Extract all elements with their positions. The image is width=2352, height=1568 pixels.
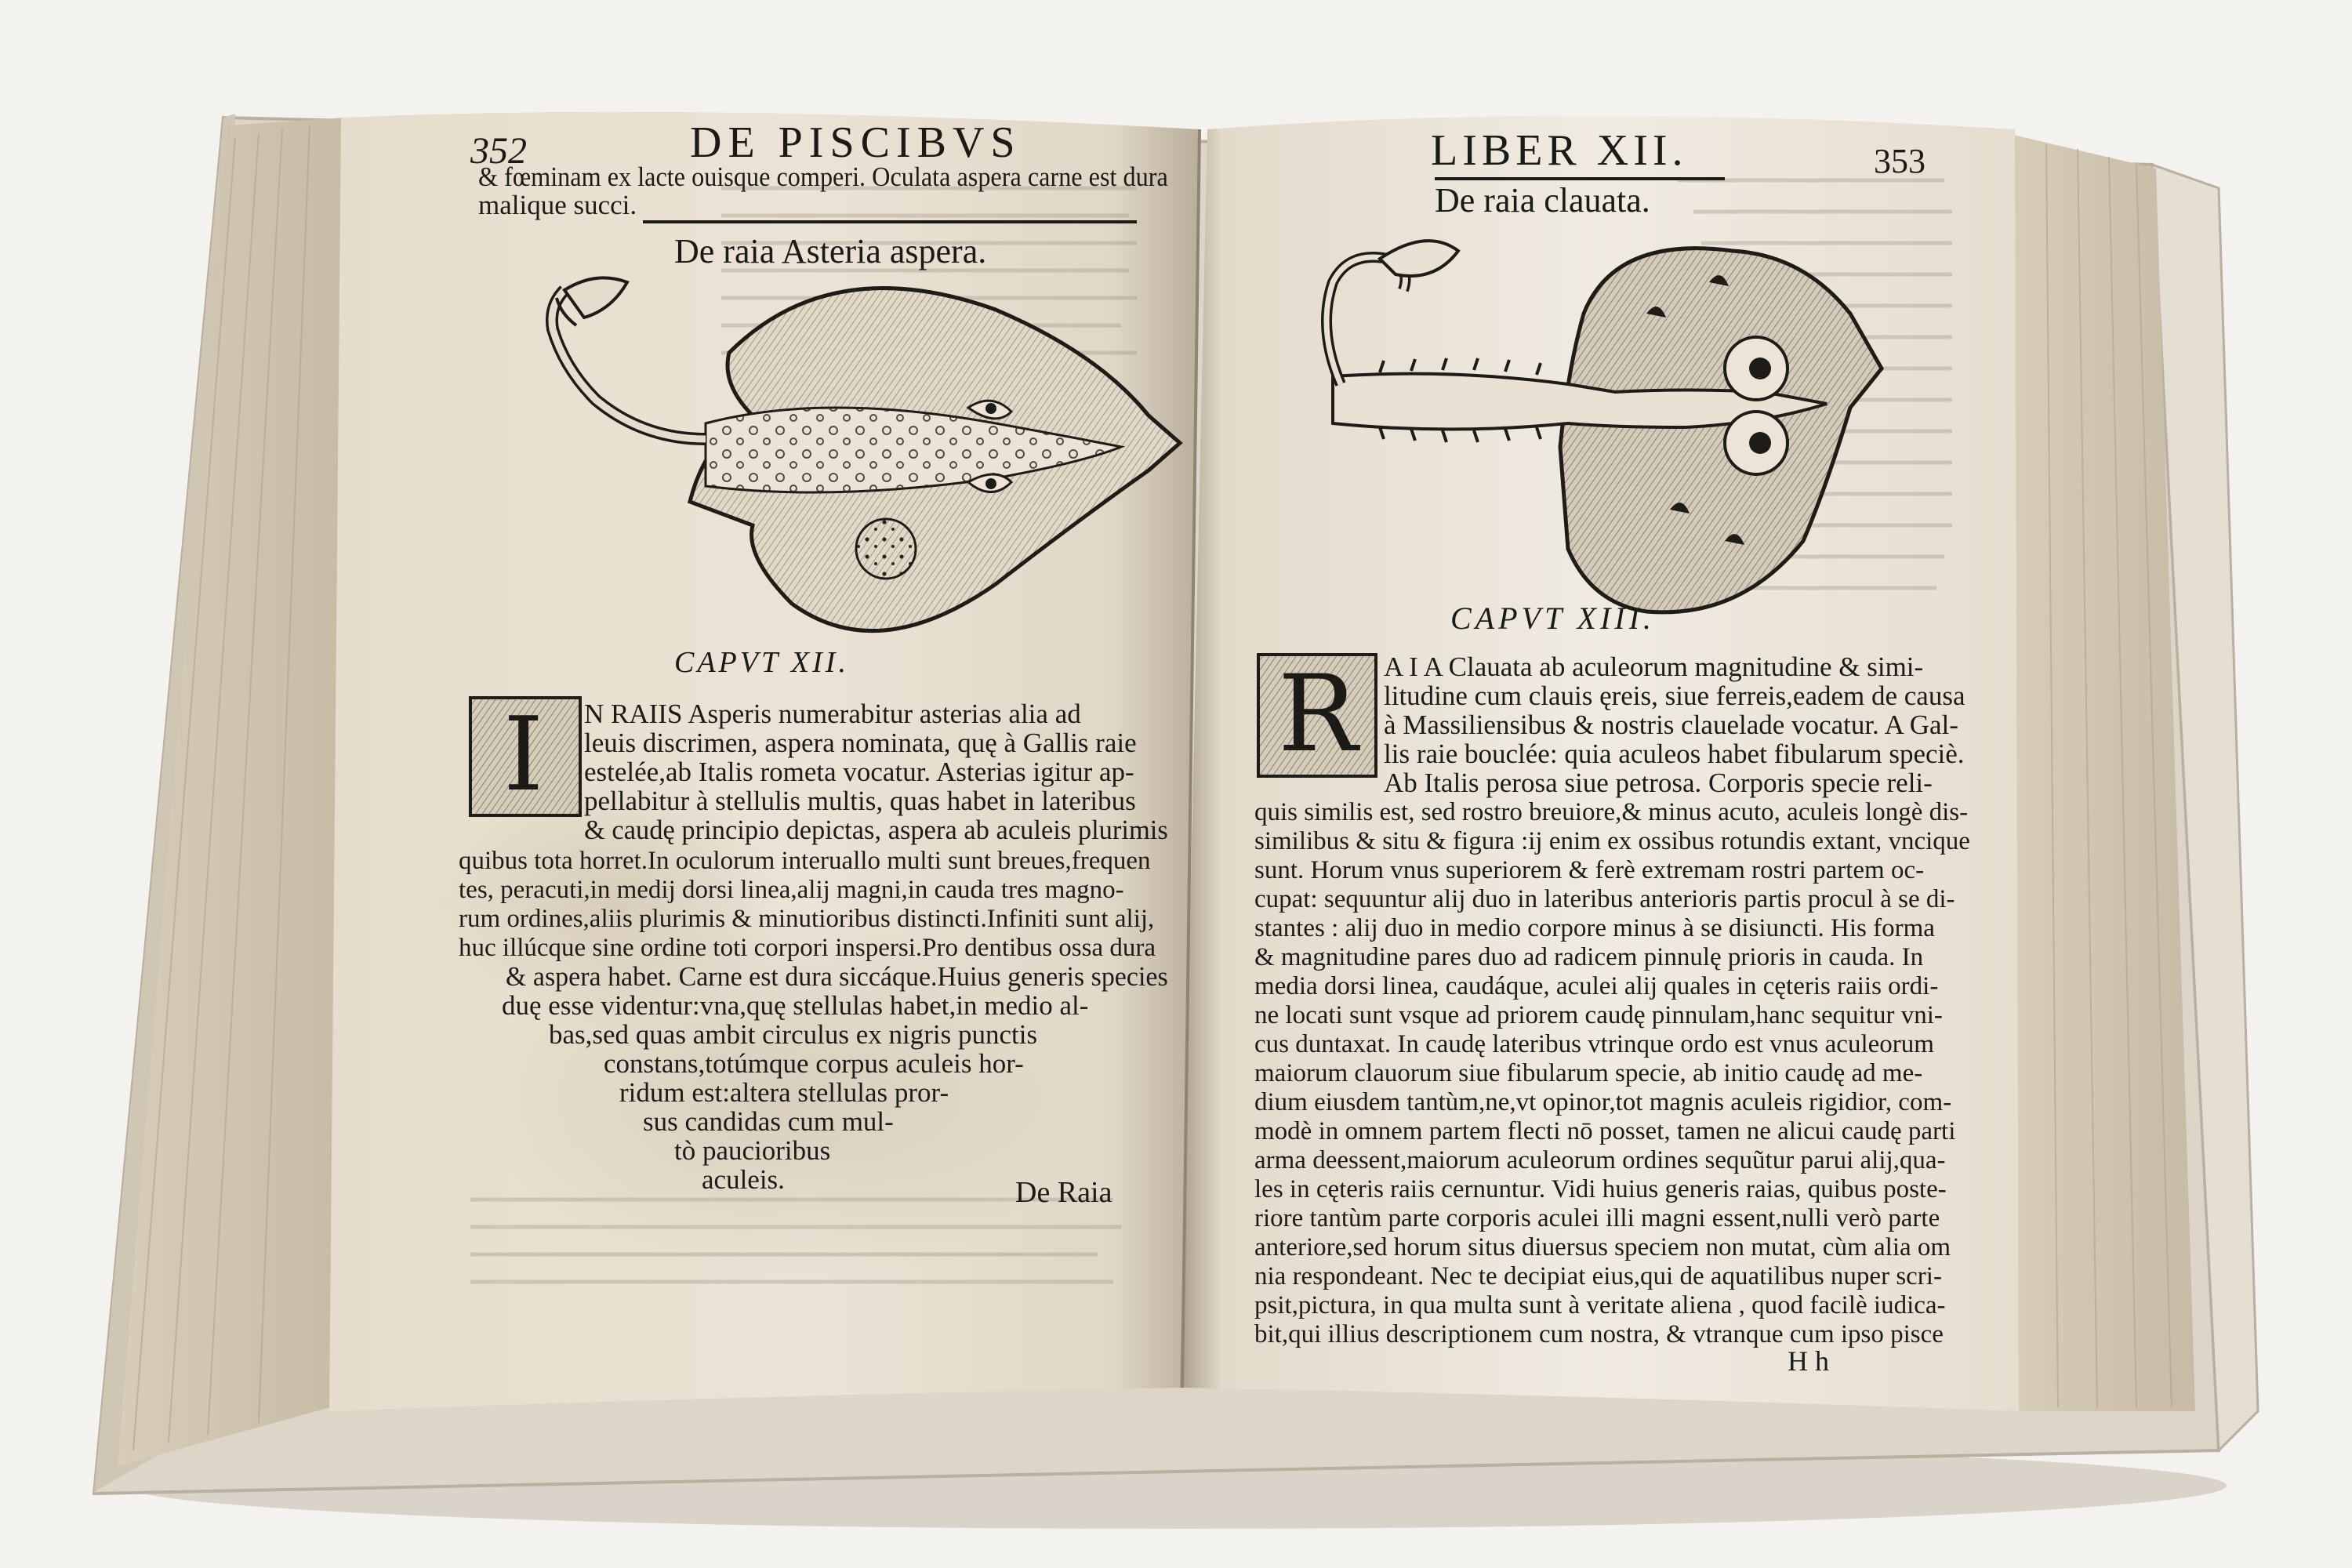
right-body-line: nia respondeant. Nec te decipiat eius,qui de aquatilibus nuper scri-: [1254, 1262, 1942, 1290]
right-body-line: maiorum clauorum siue fibularum specie, ab initio caudę ad me-: [1254, 1059, 1923, 1087]
right-figure-title: De raia clauata.: [1435, 181, 1650, 220]
right-body-line: lis raie bouclée: quia aculeos habet fibularum speciè.: [1384, 739, 1965, 769]
left-chapter-heading: CAPVT XII.: [674, 646, 849, 679]
left-body-line: tò paucioribus: [674, 1135, 831, 1166]
left-body-line: N RAIIS Asperis numerabitur asterias alia ad: [584, 699, 1081, 729]
left-body-line: ridum est:altera stellulas pror-: [619, 1077, 949, 1108]
left-body-line: rum ordines,aliis plurimis & minutioribus distincti.Infiniti sunt alij,: [459, 905, 1155, 933]
left-body-line: estelée,ab Italis rometa vocatur. Asterias igitur ap-: [584, 757, 1134, 787]
right-body-line: dium eiusdem tantùm,ne,vt opinor,tot magnis aculeis rigidior, com-: [1254, 1088, 1952, 1116]
right-body-line: media dorsi linea, caudáque, aculei alij quales in cęteris raiis ordi-: [1254, 972, 1939, 1000]
right-body-line: litudine cum clauis ęreis, siue ferreis,eadem de causa: [1384, 681, 1965, 711]
right-body-line: similibus & situ & figura :ij enim ex ossibus rotundis extant, vncique: [1254, 827, 1970, 855]
left-body-line: bas,sed quas ambit circulus ex nigris punctis: [549, 1019, 1038, 1050]
left-body-line: & aspera habet. Carne est dura siccáque.Huius generis species: [506, 961, 1168, 992]
left-body-line: huc illúcque sine ordine toti corpori inspersi.Pro dentibus ossa dura: [459, 934, 1156, 962]
left-body-line: duę esse videntur:vna,quę stellulas habet,in medio al-: [502, 990, 1089, 1021]
right-body-line: cus duntaxat. In caudę lateribus vtrinque ordo est vnus aculeorum: [1254, 1030, 1934, 1058]
left-page-number: 352: [470, 130, 527, 172]
right-signature: H h: [1788, 1345, 1829, 1377]
left-body-line: & caudę principio depictas, aspera ab aculeis plurimis: [584, 815, 1168, 845]
right-body-line: anteriore,sed horum situs diuersus speciem non mutat, cùm alia om: [1254, 1233, 1951, 1261]
right-chapter-heading: CAPVT XIII.: [1450, 601, 1655, 636]
right-drop-cap: R: [1278, 652, 1358, 775]
right-running-head: LIBER XII.: [1431, 126, 1688, 175]
right-body-line: les in cęteris raiis cernuntur. Vidi huius generis raias, quibus poste-: [1254, 1175, 1947, 1203]
right-body-line: riore tantùm parte corporis aculei illi magni essent,nulli verò parte: [1254, 1204, 1940, 1232]
left-body-line: sus candidas cum mul-: [643, 1106, 894, 1137]
right-body-line: ne locati sunt vsque ad priorem caudę pinnulam,hanc sequitur vni-: [1254, 1001, 1943, 1029]
left-catchword: De Raia: [1015, 1176, 1112, 1209]
right-body-line: psit,pictura, in qua multa sunt à veritate aliena , quod facilè iudica-: [1254, 1291, 1946, 1319]
left-body-line: tes, peracuti,in medij dorsi linea,alij magni,in cauda tres magno-: [459, 876, 1124, 904]
right-body-line: sunt. Horum vnus superiorem & ferè extremam rostri partem oc-: [1254, 856, 1925, 884]
right-page-number: 353: [1874, 142, 1926, 180]
left-body-line: quibus tota horret.In oculorum interuallo multi sunt breues,frequen: [459, 847, 1151, 875]
right-body-line: à Massiliensibus & nostris clauelade vocatur. A Gal-: [1384, 710, 1958, 740]
left-top-line: malique succi.: [478, 190, 637, 220]
right-body-line: Ab Italis perosa siue petrosa. Corporis specie reli-: [1384, 768, 1933, 798]
left-body-line: pellabitur à stellulis multis, quas habet in lateribus: [584, 786, 1136, 816]
left-body-line: constans,totúmque corpus aculeis hor-: [604, 1048, 1024, 1079]
right-body-line: A I A Clauata ab aculeorum magnitudine & simi-: [1384, 652, 1924, 682]
left-drop-cap: I: [503, 695, 544, 814]
right-body-line: bit,qui illius descriptionem cum nostra, & vtranque cum ipso pisce: [1254, 1320, 1944, 1348]
right-body-line: & magnitudine pares duo ad radicem pinnulę prioris in cauda. In: [1254, 943, 1924, 971]
left-top-line: & fœminam ex lacte ouisque comperi. Oculata aspera carne est dura: [478, 162, 1168, 192]
left-figure-title: De raia Asteria aspera.: [674, 232, 987, 270]
right-body-line: modè in omnem partem flecti nō posset, tamen ne alicui caudę parti: [1254, 1117, 1956, 1145]
right-body-line: arma deessent,maiorum aculeorum ordines sequũtur parui alij,qua-: [1254, 1146, 1946, 1174]
right-body-line: stantes : alij duo in medio corpore minus à se disiuncti. His forma: [1254, 914, 1935, 942]
right-body-line: quis similis est, sed rostro breuiore,& minus acuto, aculeis longè dis-: [1254, 798, 1969, 826]
left-body-line: aculeis.: [702, 1164, 785, 1195]
left-body-line: leuis discrimen, aspera nominata, quę à Gallis raie: [584, 728, 1137, 758]
right-body-line: cupat: sequuntur alij duo in lateribus anterioris partis procul à se di-: [1254, 885, 1955, 913]
left-running-head: DE PISCIBVS: [690, 118, 1022, 167]
